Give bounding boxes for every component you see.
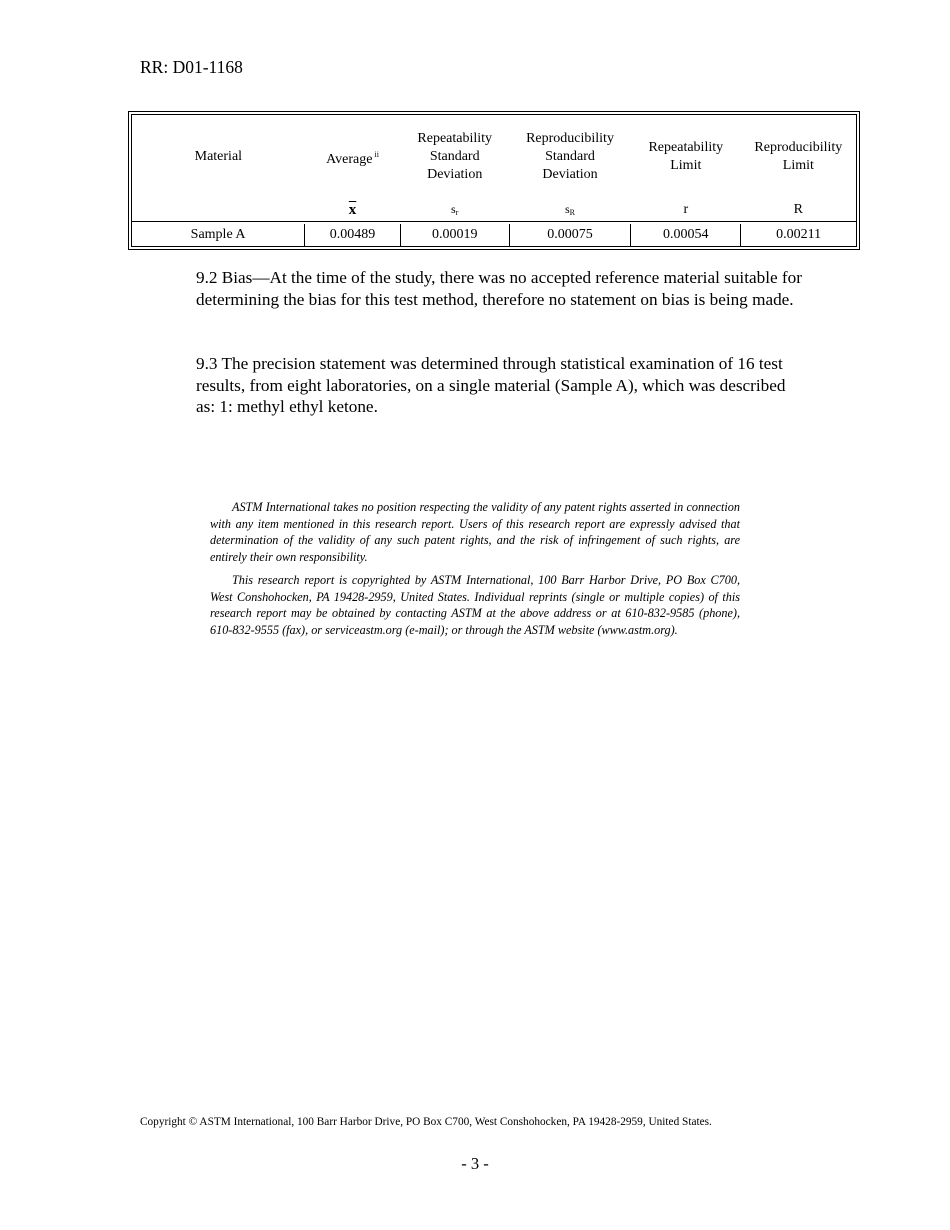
footnote-marker: ii [374,149,379,159]
symbol-r: r [631,199,741,222]
footer-copyright: Copyright © ASTM International, 100 Barr Harbor Drive, PO Box C700, West Conshohocken, PA 19428-2959, United States. [140,1116,712,1128]
symbol-sR: $s_R$ [509,199,631,222]
symbol-material [132,199,305,222]
table-row [132,224,857,247]
patent-notice: ASTM International takes no position respecting the validity of any patent rights asserted in connection with any item mentioned in this research report. Users of this research report are expressly advised that determination of the validity of any such patent rights, and the risk of infringement of such rights, are entirely their own responsibility. [210,500,740,564]
symbol-sr: $s_r$ [400,199,509,222]
section-precision: 9.3 The precision statement was determined through statistical examination of 16 test results, from eight laboratories, on a single material (Sample A), which was described as: 1: methyl ethyl ketone. [196,354,786,416]
section-bias: 9.2 Bias—At the time of the study, there was no accepted reference material suitable for determining the bias for this test method, therefore no statement on bias is being made. [196,268,802,309]
precision-table-frame [128,111,860,250]
copyright-notice: This research report is copyrighted by ASTM International, 100 Barr Harbor Drive, PO Box C700, West Conshohocken, PA 19428-2959, United States. Individual reprints (single or multiple copies) of this research report may be obtained by contacting ASTM at the above address or at 610-832-9585 (phone), 610-832-9555 (fax), or serviceastm.org (e-mail); or through the ASTM website (www.astm.org). [210,573,740,637]
cell-sR: 0.00075 [509,224,631,247]
col-header-average: Average $^{ii}$ [326,149,379,167]
legal-notice [210,499,740,645]
cell-material: Sample A [190,227,246,242]
table-header-row [132,115,857,200]
table-symbol-row [132,199,857,222]
col-header-repeatability-limit: Repeatability Limit [648,140,724,173]
col-header-reproducibility-limit: Reproducibility Limit [754,140,843,173]
report-id: RR: D01-1168 [140,57,243,77]
cell-r: 0.00054 [631,224,741,247]
cell-average: 0.00489 [305,224,401,247]
page-number: - 3 - [461,1154,489,1173]
cell-sr: 0.00019 [400,224,509,247]
symbol-xbar: $\overline{x}$ [305,199,401,222]
col-header-reproducibility-sd: Reproducibility Standard Deviation [526,131,614,182]
col-header-material: Material [194,149,243,164]
col-header-repeatability-sd: Repeatability Standard Deviation [417,131,493,182]
symbol-R: R [741,199,857,222]
precision-table [131,114,857,247]
cell-R: 0.00211 [741,224,857,247]
